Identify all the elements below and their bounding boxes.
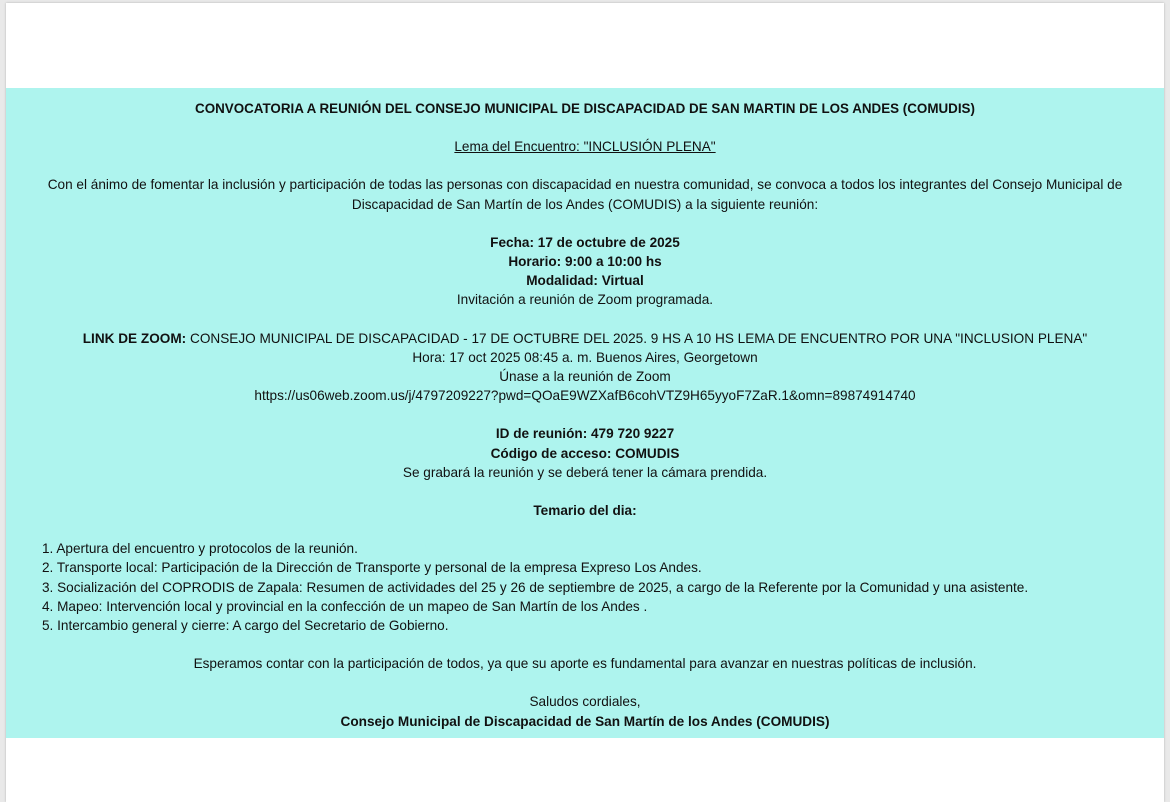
- document-page: [6, 3, 1164, 802]
- agenda-list: [42, 539, 1164, 635]
- meeting-details: [6, 233, 1164, 310]
- zoom-url[interactable]: https://us06web.zoom.us/j/4797209227?pwd=QOaE9WZXafB6cohVTZ9H65yyoF7ZaR.1&omn=89874914740: [254, 388, 916, 404]
- agenda-item: 1. Apertura del encuentro y protocolos de la reunión.: [42, 541, 358, 557]
- agenda-item: 2. Transporte local: Participación de la Dirección de Transporte y personal de la empresa Expreso Los Andes.: [42, 560, 702, 576]
- meeting-date: Fecha: 17 de octubre de 2025: [490, 234, 680, 250]
- agenda-item: 5. Intercambio general y cierre: A cargo del Secretario de Gobierno.: [42, 618, 449, 634]
- zoom-join-text: Únase a la reunión de Zoom: [499, 369, 671, 385]
- signature: Consejo Municipal de Discapacidad de San Martín de los Andes (COMUDIS): [340, 713, 830, 729]
- zoom-link-line: [6, 329, 1164, 348]
- zoom-link-label: LINK DE ZOOM:: [82, 330, 187, 346]
- meeting-time: Horario: 9:00 a 10:00 hs: [508, 254, 662, 270]
- zoom-hour: Hora: 17 oct 2025 08:45 a. m. Buenos Aires, Georgetown: [412, 349, 758, 365]
- document-body: [6, 99, 1164, 731]
- motto: [6, 137, 1164, 156]
- meeting-id: ID de reunión: 479 720 9227: [495, 426, 675, 442]
- meeting-invitation: Invitación a reunión de Zoom programada.: [456, 292, 714, 308]
- zoom-section: [6, 329, 1164, 406]
- motto-text: Lema del Encuentro: "INCLUSIÓN PLENA": [454, 139, 716, 155]
- closing-paragraph: Esperamos contar con la participación de todos, ya que su aporte es fundamental para avanzar en nuestras políticas de inclusión.: [193, 656, 977, 672]
- agenda-item: 4. Mapeo: Intervención local y provincial en la confección de un mapeo de San Martín de los Andes .: [42, 598, 648, 614]
- zoom-link-title: CONSEJO MUNICIPAL DE DISCAPACIDAD - 17 DE OCTUBRE DEL 2025. 9 HS A 10 HS LEMA DE ENCUENTRO POR UNA "INCLUSION PLENA": [186, 330, 1088, 346]
- document-title: CONVOCATORIA A REUNIÓN DEL CONSEJO MUNICIPAL DE DISCAPACIDAD DE SAN MARTIN DE LOS ANDES (COMUDIS): [195, 101, 975, 116]
- agenda-heading: Temario del dia:: [533, 503, 637, 519]
- salutation: Saludos cordiales,: [529, 694, 641, 710]
- meeting-modality: Modalidad: Virtual: [526, 273, 644, 289]
- access-code: Código de acceso: COMUDIS: [490, 445, 680, 461]
- access-section: [6, 424, 1164, 482]
- camera-note: Se grabará la reunión y se deberá tener la cámara prendida.: [402, 464, 768, 480]
- intro-paragraph: Con el ánimo de fomentar la inclusión y participación de todas las personas con discapacidad en nuestra comunidad, se convoca a todos los integrantes del Consejo Municipal de Discapacidad de San Martín de los Andes (COMUDIS) a la siguiente reunión:: [47, 177, 1123, 212]
- agenda-item: 3. Socialización del COPRODIS de Zapala: Resumen de actividades del 25 y 26 de septiembre de 2025, a cargo de la Referente por la Comunidad y una asistente.: [42, 579, 1029, 595]
